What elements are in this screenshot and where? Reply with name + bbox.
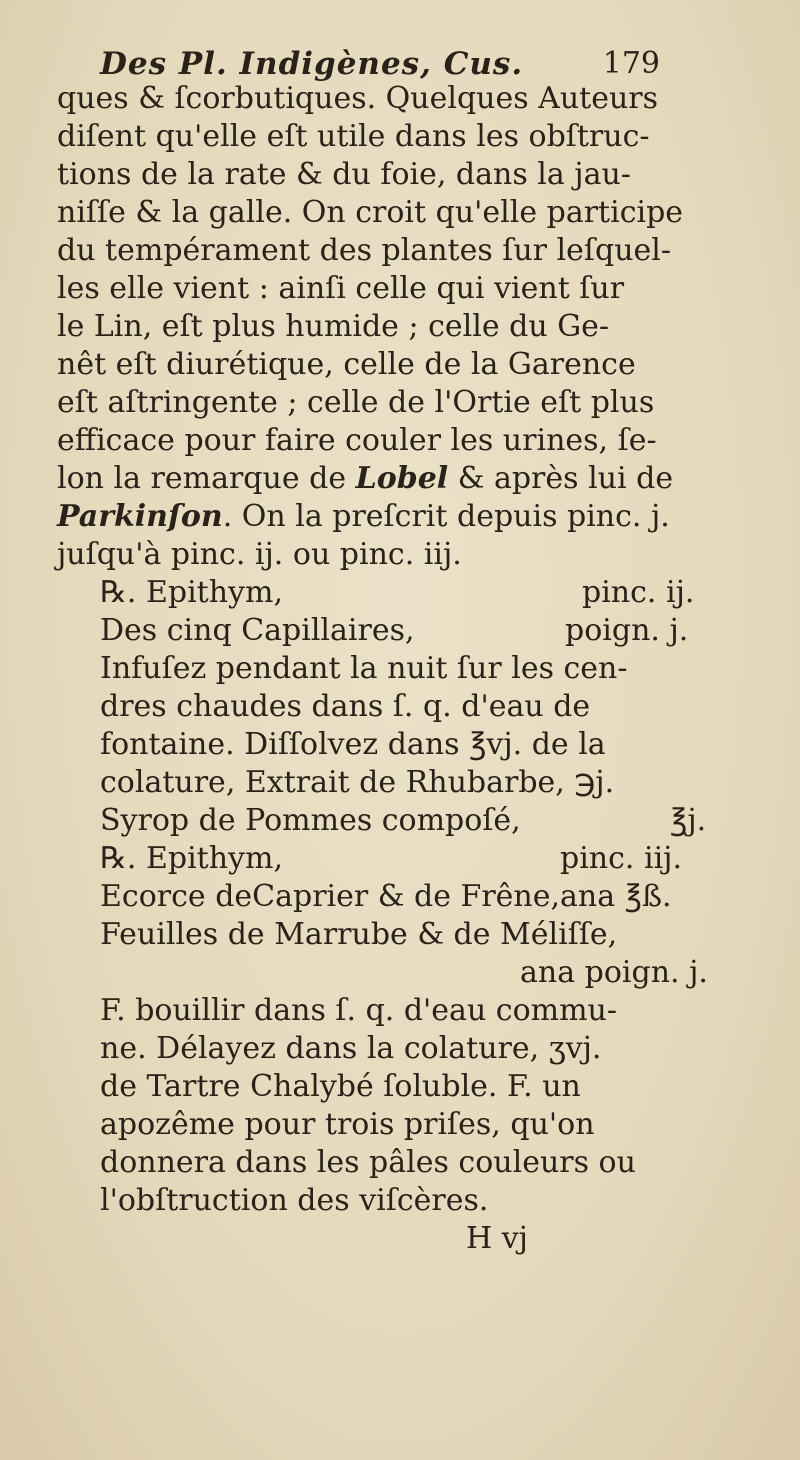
text-line: du tempérament des plantes ſur leſquel- [57,233,672,268]
text-line [100,612,689,650]
text-line: ques & ſcorbutiques. Quelques Auteurs [57,81,659,116]
running-header [100,44,660,84]
recipe-ingredient: Syrop de Pommes compoſé, [100,803,521,838]
text-line [100,840,683,878]
text-line: colature, Extrait de Rhubarbe, ℈j. [100,765,615,800]
text-line: Feuilles de Marrube & de Méliſſe, [100,917,618,952]
text-line: nêt eſt diurétique, celle de la Garence [57,347,636,382]
text-line: les elle vient : ainſi celle qui vient ſur [57,271,625,306]
recipe-quantity: poign. j. [565,613,689,648]
text-line: eſt aſtringente ; celle de l'Ortie eſt plus [57,385,655,420]
text-line: ana poign. j. [520,955,708,990]
text-line: l'obſtruction des viſcères. [100,1183,489,1218]
text-line: diſent qu'elle eſt utile dans les obſtruc- [57,119,650,154]
text-line: donnera dans les pâles couleurs ou [100,1145,636,1180]
recipe-quantity: pinc. iij. [560,841,683,876]
text-line [100,802,707,840]
recipe-ingredient: ℞. Epithym, [100,841,283,876]
text-line: Parkinſon. On la preſcrit depuis pinc. j. [57,499,670,534]
text-line: Infuſez pendant la nuit ſur les cen- [100,651,628,686]
author-name: Lobel [355,461,449,496]
text-line: Ecorce deCaprier & de Frêne,ana ℥ß. [100,879,672,914]
text-line: ne. Délayez dans la colature, ʒvj. [100,1031,602,1066]
running-title: Des Pl. Indigènes, Cus. [100,46,524,82]
text-line: dres chaudes dans ſ. q. d'eau de [100,689,591,724]
text-line: F. bouillir dans ſ. q. d'eau commu- [100,993,618,1028]
text-line: tions de la rate & du foie, dans la jau- [57,157,631,192]
text-line: efficace pour faire couler les urines, ſe- [57,423,657,458]
recipe-quantity: pinc. ij. [582,575,695,610]
text-line: de Tartre Chalybé ſoluble. F. un [100,1069,581,1104]
author-name: Parkinſon [57,499,223,534]
text-line [100,574,695,612]
text-line: apozême pour trois priſes, qu'on [100,1107,595,1142]
text-line: lon la remarque de Lobel & après lui de [57,461,674,496]
recipe-ingredient: ℞. Epithym, [100,575,283,610]
signature-mark: H vj [466,1221,528,1256]
text-line: niſſe & la galle. On croit qu'elle participe [57,195,684,230]
recipe-quantity: ℥j. [670,803,707,838]
text-line: le Lin, eſt plus humide ; celle du Ge- [57,309,610,344]
text-line: juſqu'à pinc. ij. ou pinc. iij. [57,537,462,572]
recipe-ingredient: Des cinq Capillaires, [100,613,415,648]
text-line: fontaine. Diſſolvez dans ℥vj. de la [100,727,606,762]
page-number: 179 [602,46,660,81]
